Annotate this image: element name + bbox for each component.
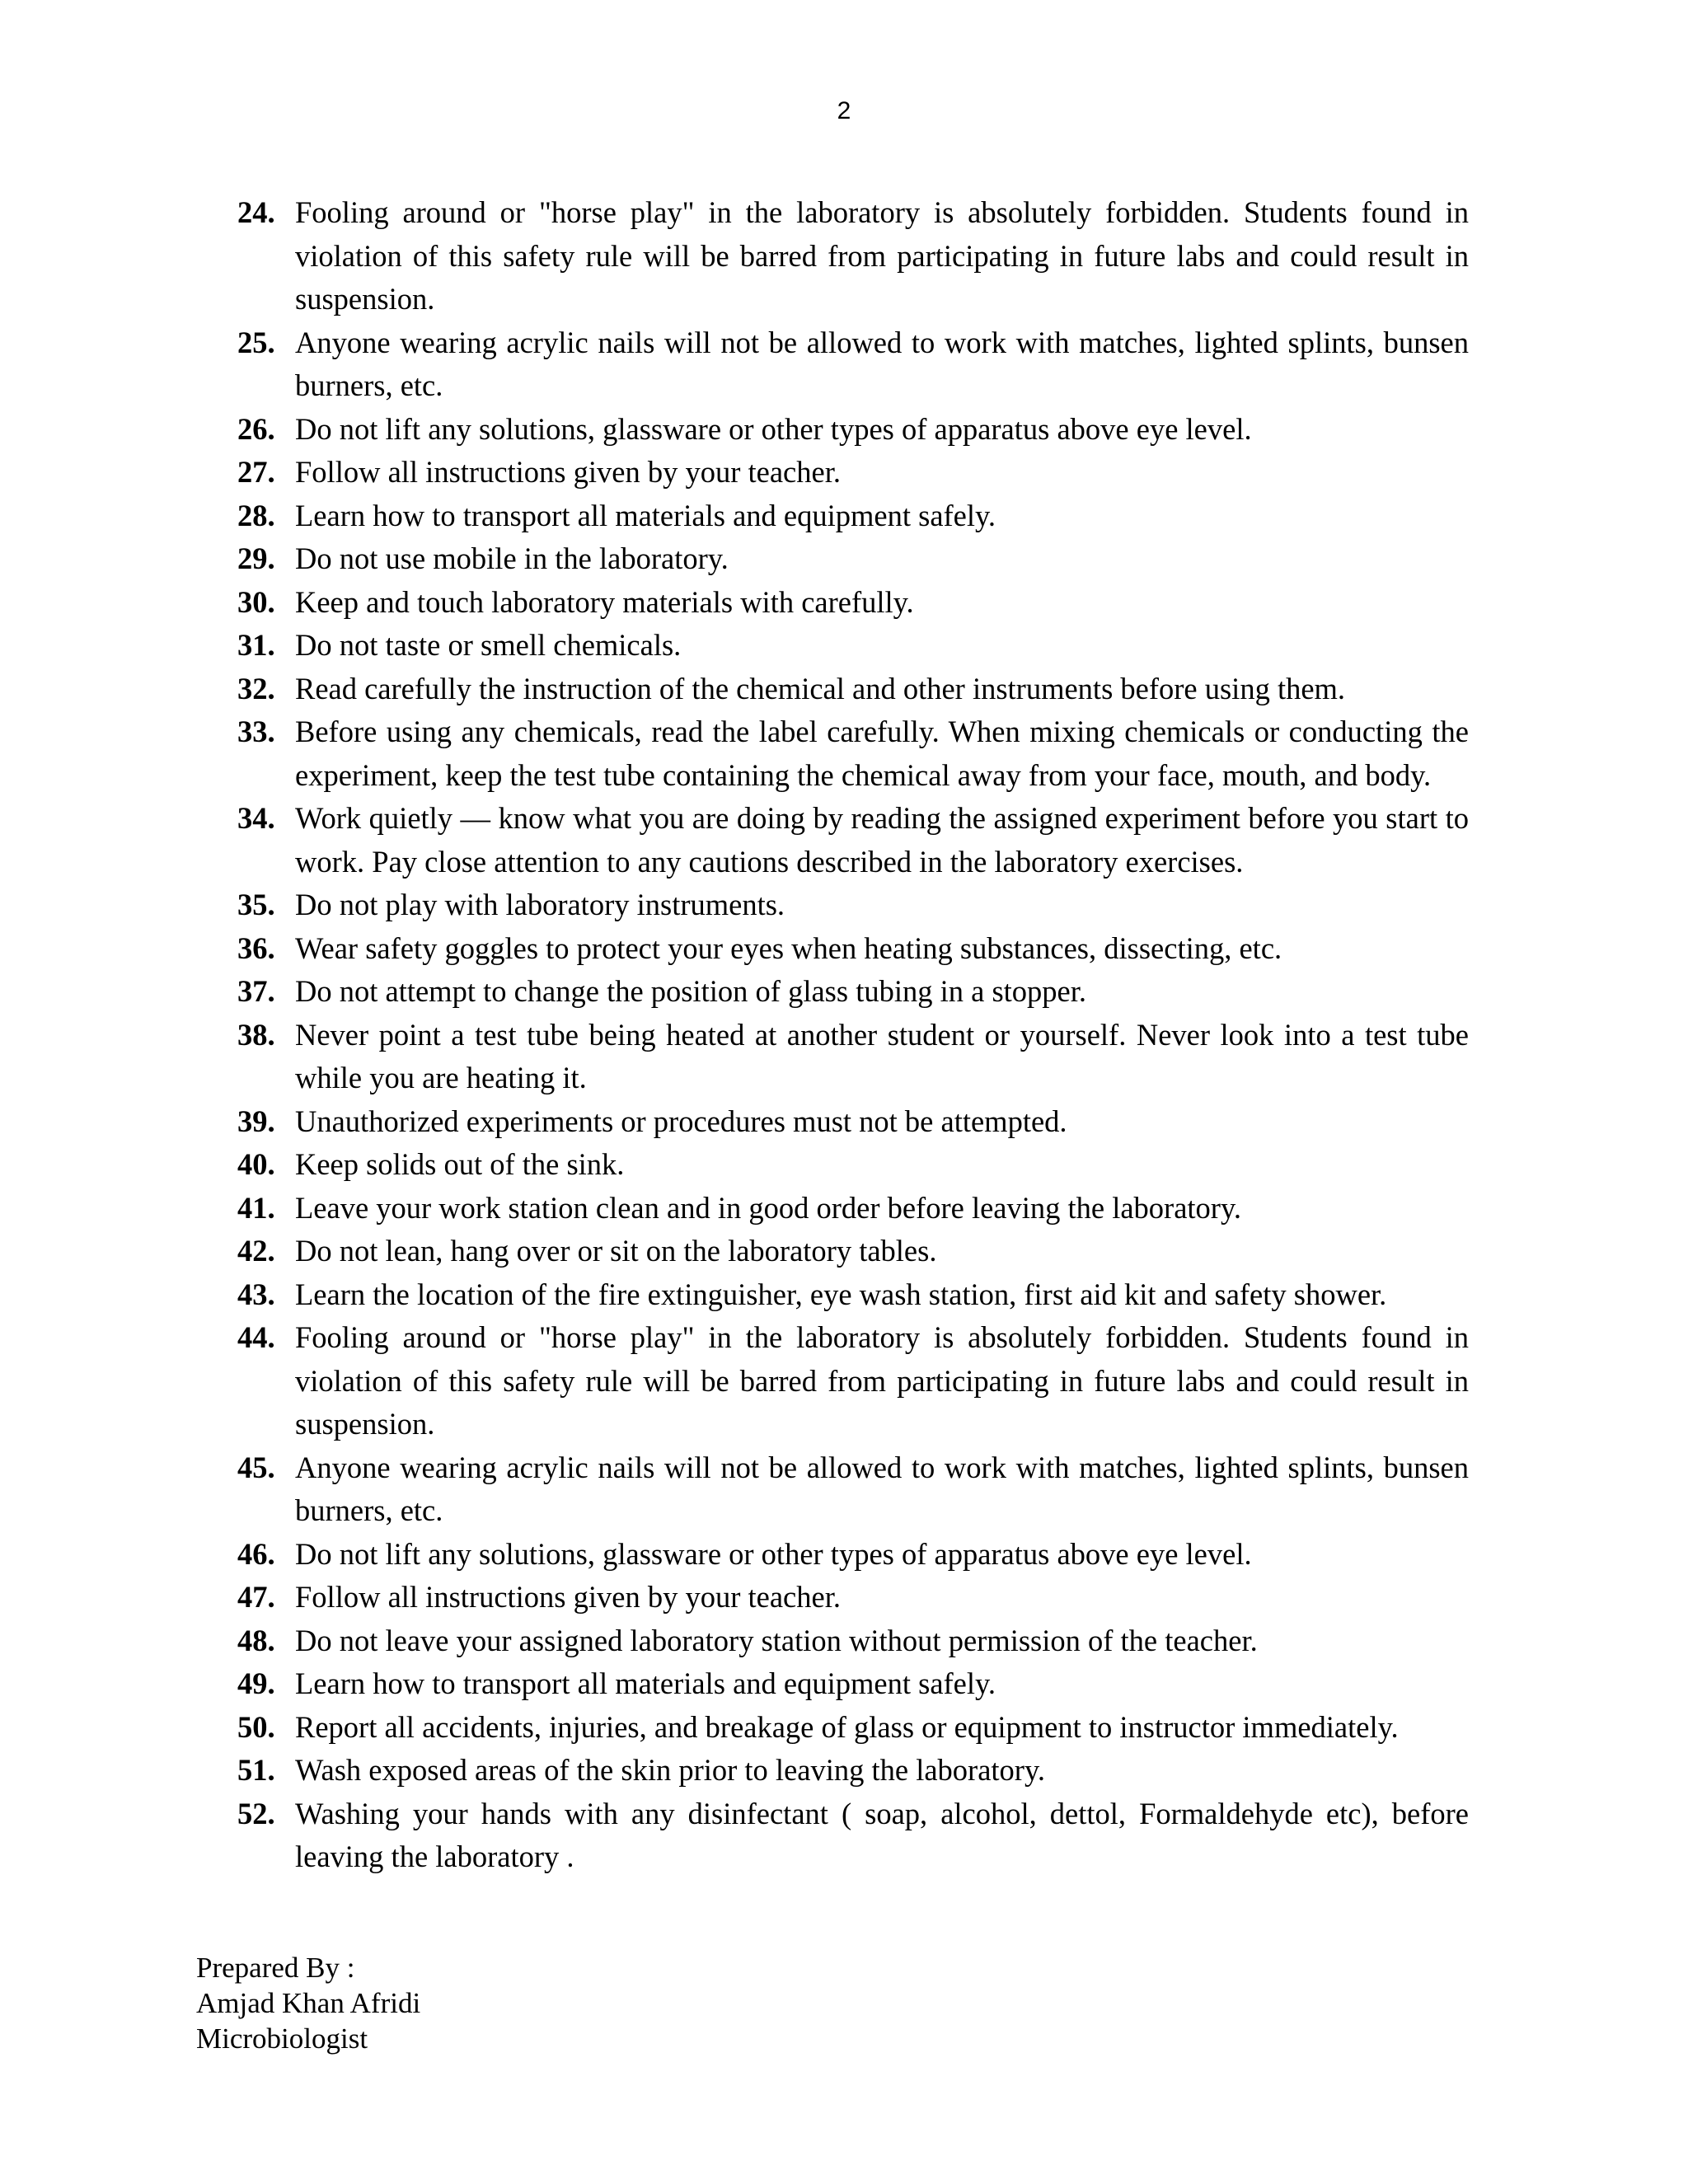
rule-text: Keep solids out of the sink. — [295, 1147, 625, 1181]
rule-item — [237, 624, 1469, 668]
rule-number: 49. — [237, 1666, 275, 1700]
rule-item — [237, 1230, 1469, 1273]
rule-item — [237, 1273, 1469, 1317]
rule-item — [237, 1187, 1469, 1230]
rule-text: Anyone wearing acrylic nails will not be allowed to work with matches, lighted splints, bunsen burners, etc. — [295, 325, 1469, 402]
rule-number: 52. — [237, 1796, 275, 1830]
rule-text: Do not taste or smell chemicals. — [295, 628, 682, 662]
rule-number: 38. — [237, 1017, 275, 1052]
rule-number: 35. — [237, 888, 275, 921]
rule-item — [237, 1662, 1469, 1706]
rule-number: 47. — [237, 1580, 275, 1614]
rule-text: Fooling around or "horse play" in the laboratory is absolutely forbidden. Students found in violation of this safety rule will be barred from participating in future labs and could result in suspension. — [295, 1320, 1469, 1441]
rule-text: Unauthorized experiments or procedures must not be attempted. — [295, 1104, 1067, 1138]
rule-item — [237, 883, 1469, 927]
rule-number: 43. — [237, 1277, 275, 1311]
safety-rules-list — [237, 191, 1469, 1879]
rule-text: Keep and touch laboratory materials with carefully. — [295, 584, 914, 619]
rule-text: Anyone wearing acrylic nails will not be allowed to work with matches, lighted splints, bunsen burners, etc. — [295, 1450, 1469, 1527]
rule-item — [237, 927, 1469, 971]
rule-text: Wash exposed areas of the skin prior to leaving the laboratory. — [295, 1753, 1045, 1787]
rule-number: 50. — [237, 1709, 275, 1744]
rule-text: Do not leave your assigned laboratory station without permission of the teacher. — [295, 1623, 1258, 1657]
rule-number: 28. — [237, 498, 275, 532]
rule-item — [237, 1706, 1469, 1750]
rule-text: Report all accidents, injuries, and breakage of glass or equipment to instructor immediately. — [295, 1709, 1399, 1744]
rule-text: Do not attempt to change the position of glass tubing in a stopper. — [295, 974, 1087, 1008]
rule-text: Read carefully the instruction of the chemical and other instruments before using them. — [295, 671, 1346, 705]
prepared-by-label: Prepared By : — [196, 1952, 355, 1984]
rule-text: Never point a test tube being heated at another student or yourself. Never look into a test tube while you are heating it. — [295, 1017, 1469, 1094]
rule-item — [237, 1793, 1469, 1879]
rule-text: Work quietly — know what you are doing by reading the assigned experiment before you start to work. Pay close attention to any cautions described in the laboratory exercises. — [295, 801, 1469, 879]
rule-text: Do not use mobile in the laboratory. — [295, 541, 729, 575]
footer — [196, 1950, 420, 2056]
rule-item — [237, 710, 1469, 797]
rule-number: 42. — [237, 1234, 275, 1268]
rule-item — [237, 1749, 1469, 1793]
rule-text: Learn how to transport all materials and equipment safely. — [295, 1666, 996, 1700]
rule-number: 44. — [237, 1320, 275, 1354]
rule-number: 27. — [237, 455, 275, 489]
rule-item — [237, 1446, 1469, 1533]
rule-item — [237, 1014, 1469, 1100]
rule-text: Do not lift any solutions, glassware or other types of apparatus above eye level. — [295, 1536, 1252, 1571]
rule-item — [237, 494, 1469, 538]
rule-number: 41. — [237, 1190, 275, 1225]
rule-text: Learn how to transport all materials and equipment safely. — [295, 498, 996, 532]
rule-text: Fooling around or "horse play" in the laboratory is absolutely forbidden. Students found in violation of this safety rule will be barred from participating in future labs and could result in suspension. — [295, 195, 1469, 316]
rule-item — [237, 668, 1469, 711]
rule-text: Do not lean, hang over or sit on the laboratory tables. — [295, 1234, 937, 1268]
rule-number: 48. — [237, 1623, 275, 1657]
rule-number: 37. — [237, 974, 275, 1008]
rule-item — [237, 797, 1469, 883]
author-role: Microbiologist — [196, 2022, 368, 2055]
rule-text: Follow all instructions given by your teacher. — [295, 1580, 841, 1614]
rule-item — [237, 1316, 1469, 1446]
rule-number: 34. — [237, 801, 275, 835]
rule-item — [237, 1533, 1469, 1577]
rule-number: 51. — [237, 1753, 275, 1787]
rule-item — [237, 451, 1469, 494]
rule-number: 33. — [237, 715, 275, 748]
rule-text: Follow all instructions given by your teacher. — [295, 455, 841, 489]
rule-item — [237, 191, 1469, 321]
rule-number: 31. — [237, 628, 275, 662]
rule-item — [237, 970, 1469, 1014]
author-name: Amjad Khan Afridi — [196, 1987, 421, 2019]
rule-number: 40. — [237, 1147, 275, 1181]
page-number: 2 — [837, 97, 851, 124]
rule-text: Leave your work station clean and in good order before leaving the laboratory. — [295, 1190, 1241, 1225]
rule-text: Do not play with laboratory instruments. — [295, 888, 785, 921]
rule-item — [237, 408, 1469, 452]
rule-item — [237, 321, 1469, 408]
rule-item — [237, 1143, 1469, 1187]
rule-item — [237, 537, 1469, 581]
rule-number: 46. — [237, 1536, 275, 1571]
rule-text: Learn the location of the fire extinguisher, eye wash station, first aid kit and safety shower. — [295, 1277, 1387, 1311]
rule-number: 32. — [237, 671, 275, 705]
rule-item — [237, 1619, 1469, 1663]
rule-item — [237, 581, 1469, 625]
rule-number: 25. — [237, 325, 275, 359]
rule-text: Wear safety goggles to protect your eyes when heating substances, dissecting, etc. — [295, 930, 1282, 965]
rule-text: Do not lift any solutions, glassware or other types of apparatus above eye level. — [295, 411, 1252, 446]
rule-number: 45. — [237, 1450, 275, 1484]
rule-item — [237, 1100, 1469, 1144]
rule-number: 36. — [237, 930, 275, 965]
rule-number: 39. — [237, 1104, 275, 1138]
rule-number: 26. — [237, 411, 275, 446]
rule-item — [237, 1576, 1469, 1619]
rule-number: 30. — [237, 584, 275, 619]
rule-number: 24. — [237, 195, 275, 229]
rule-number: 29. — [237, 541, 275, 575]
rule-text: Before using any chemicals, read the label carefully. When mixing chemicals or conducting the experiment, keep the test tube containing the chemical away from your face, mouth, and body. — [295, 715, 1469, 792]
rule-text: Washing your hands with any disinfectant ( soap, alcohol, dettol, Formaldehyde etc), before leaving the laboratory . — [295, 1796, 1469, 1873]
